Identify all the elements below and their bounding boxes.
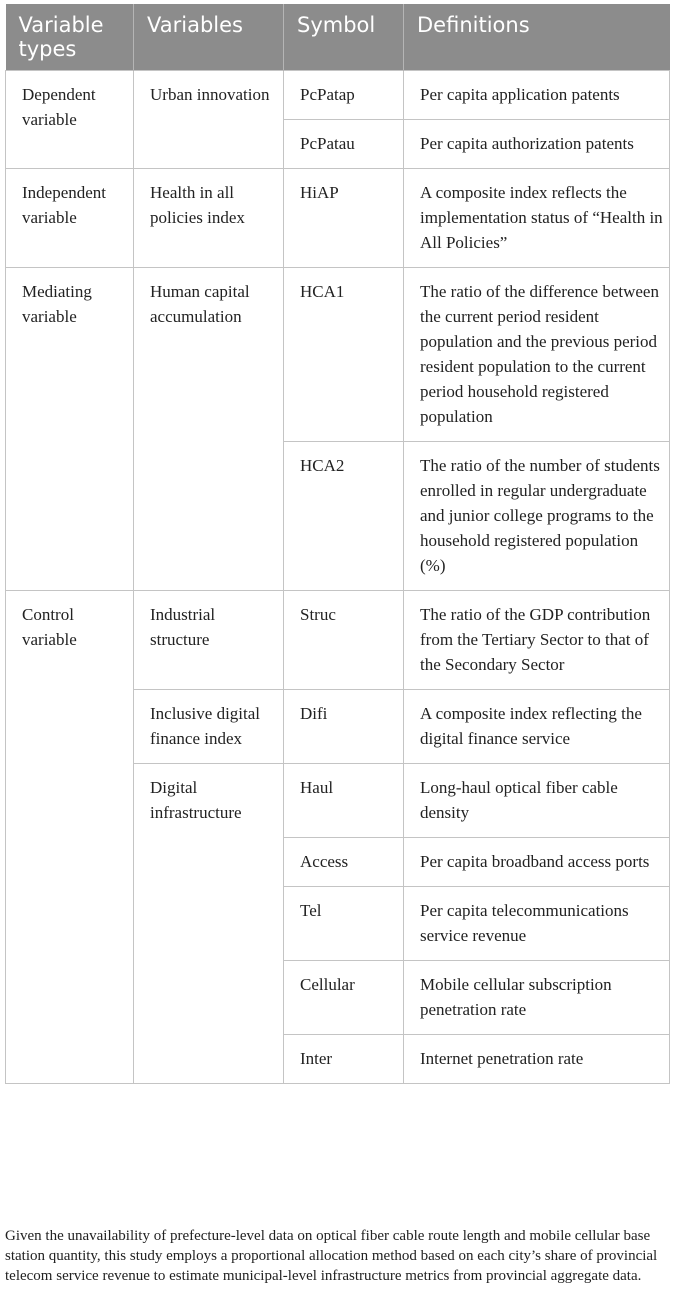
table-row bbox=[6, 591, 670, 690]
cell-symbol: PcPatap bbox=[284, 71, 404, 120]
header-variables: Variables bbox=[134, 4, 284, 71]
variable-table-container bbox=[5, 4, 669, 1084]
cell-variable: Human capital accumulation bbox=[134, 268, 284, 591]
cell-variable: Industrial structure bbox=[134, 591, 284, 690]
cell-symbol: PcPatau bbox=[284, 120, 404, 169]
table-row bbox=[6, 71, 670, 120]
cell-variable: Urban innovation bbox=[134, 71, 284, 169]
cell-symbol: Haul bbox=[284, 764, 404, 838]
cell-definition: Per capita application patents bbox=[404, 71, 670, 120]
cell-symbol: Struc bbox=[284, 591, 404, 690]
cell-definition: Per capita broadband access ports bbox=[404, 838, 670, 887]
table-row bbox=[6, 169, 670, 268]
variable-definition-table bbox=[5, 4, 670, 1084]
cell-symbol: HiAP bbox=[284, 169, 404, 268]
cell-variable: Health in all policies index bbox=[134, 169, 284, 268]
cell-variable: Inclusive digital finance index bbox=[134, 690, 284, 764]
cell-symbol: HCA2 bbox=[284, 442, 404, 591]
cell-definition: Internet penetration rate bbox=[404, 1035, 670, 1084]
cell-definition: The ratio of the difference between the current period resident population and the previous period resident population to the current period household registered population bbox=[404, 268, 670, 442]
cell-symbol: Access bbox=[284, 838, 404, 887]
header-symbol: Symbol bbox=[284, 4, 404, 71]
cell-variable: Digital infrastructure bbox=[134, 764, 284, 1084]
cell-definition: The ratio of the number of students enrolled in regular undergraduate and junior college programs to the household registered population (%) bbox=[404, 442, 670, 591]
cell-symbol: Tel bbox=[284, 887, 404, 961]
table-footnote: Given the unavailability of prefecture-level data on optical fiber cable route length and mobile cellular base station quantity, this study employs a proportional allocation method based on each city’s share of provincial telecom service revenue to estimate municipal-level infrastructure metrics from provincial aggregate data. bbox=[5, 1228, 658, 1284]
cell-definition: A composite index reflects the implementation status of “Health in All Policies” bbox=[404, 169, 670, 268]
table-header-row bbox=[6, 4, 670, 71]
cell-definition: A composite index reflecting the digital finance service bbox=[404, 690, 670, 764]
cell-symbol: Inter bbox=[284, 1035, 404, 1084]
cell-definition: Long-haul optical fiber cable density bbox=[404, 764, 670, 838]
cell-variable-type: Independent variable bbox=[6, 169, 134, 268]
cell-symbol: Difi bbox=[284, 690, 404, 764]
cell-variable-type: Control variable bbox=[6, 591, 134, 1084]
header-definitions: Definitions bbox=[404, 4, 670, 71]
cell-symbol: Cellular bbox=[284, 961, 404, 1035]
cell-variable-type: Dependent variable bbox=[6, 71, 134, 169]
cell-symbol: HCA1 bbox=[284, 268, 404, 442]
cell-variable-type: Mediating variable bbox=[6, 268, 134, 591]
cell-definition: The ratio of the GDP contribution from the Tertiary Sector to that of the Secondary Sector bbox=[404, 591, 670, 690]
cell-definition: Per capita telecommunications service revenue bbox=[404, 887, 670, 961]
header-variable-types: Variable types bbox=[6, 4, 134, 71]
cell-definition: Mobile cellular subscription penetration rate bbox=[404, 961, 670, 1035]
table-row bbox=[6, 268, 670, 442]
cell-definition: Per capita authorization patents bbox=[404, 120, 670, 169]
